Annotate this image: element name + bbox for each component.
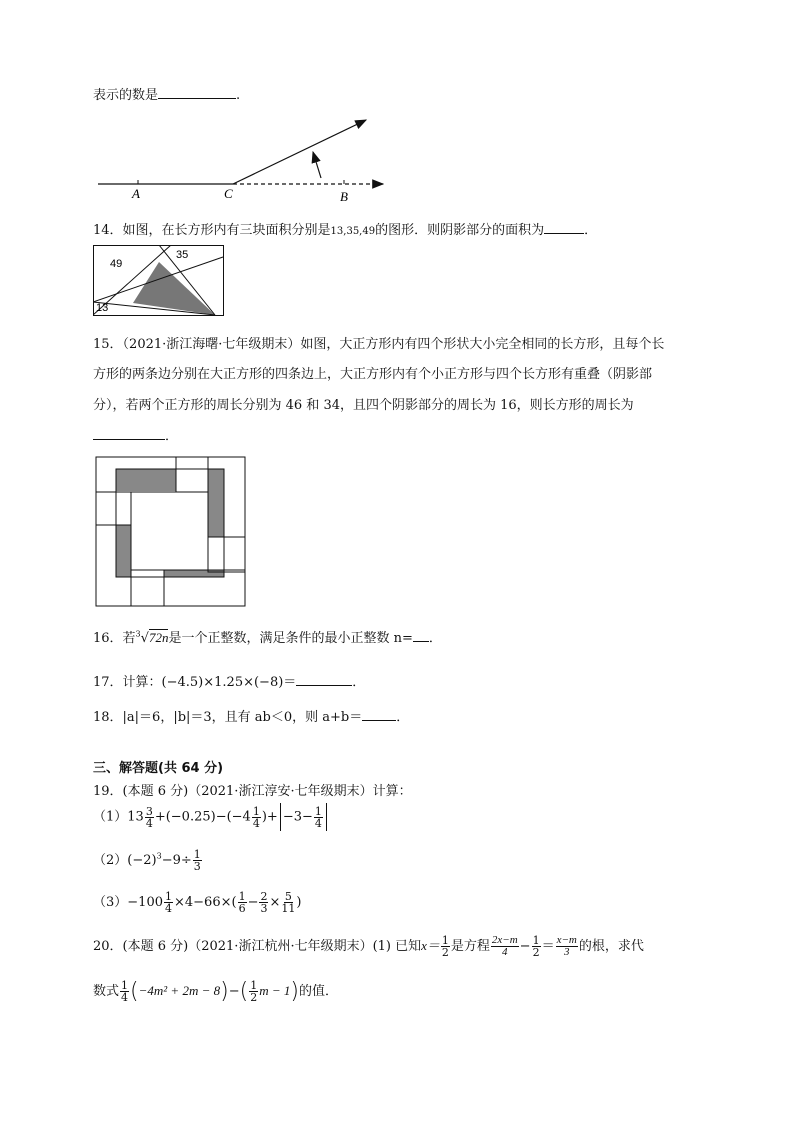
- q20-coef-frac: [120, 980, 129, 1003]
- q16-suffix: 是一个正整数，满足条件的最小正整数 n=: [168, 631, 413, 646]
- q16-end: ．: [428, 631, 442, 646]
- q16-radicand: 72n: [148, 630, 169, 645]
- q20-x-frac: [441, 935, 450, 958]
- frac-den: 3: [260, 902, 268, 915]
- q20-line2: [93, 979, 338, 1004]
- frac-num: 3: [145, 804, 153, 818]
- q19-p1-d: −3−: [282, 809, 313, 825]
- q15-figure: [95, 456, 247, 608]
- frac-num: 1: [441, 934, 449, 947]
- q18-text: 18．|a|＝6，|b|＝3，且有 ab＜0，则 a+b＝: [93, 710, 363, 725]
- q17-answer-blank[interactable]: [296, 673, 352, 686]
- q15-line3: 分），若两个正方形的周长分别为 46 和 34，且四个阴影部分的周长为 16，则长方形的周长为: [93, 398, 634, 413]
- frac-den: 6: [238, 902, 246, 915]
- area-49: 49: [110, 258, 123, 270]
- q16-root-index: 3: [135, 629, 141, 639]
- q19-p1-b: +(−0.25)−(−4: [154, 809, 251, 825]
- abs-bar-left: [280, 803, 281, 831]
- paren-right-2: ): [290, 979, 299, 1004]
- q13-line: [93, 84, 240, 103]
- frac-den: 4: [145, 816, 153, 830]
- q16-answer-blank[interactable]: [413, 629, 429, 642]
- q14-answer-blank[interactable]: [544, 221, 584, 234]
- shade-left: [116, 525, 131, 577]
- frac-num: 5: [284, 890, 292, 903]
- area-35: 35: [176, 249, 189, 261]
- paren-left-1: (: [130, 979, 139, 1004]
- rotated-ray: [233, 120, 366, 184]
- q14-suffix: 的图形．则阴影部分的面积为: [375, 223, 545, 238]
- frac-den: 2: [250, 991, 258, 1004]
- q20-expr1: −4m² + 2m − 8: [138, 983, 221, 998]
- area-13: 13: [96, 302, 109, 314]
- q13-text: 表示的数是: [93, 88, 159, 103]
- frac-den: 4: [121, 991, 129, 1004]
- q20-inner-frac: [249, 980, 258, 1003]
- q20-mid: 是方程: [450, 939, 490, 954]
- q17-expr: (−4.5)×1.25×(−8)＝: [161, 675, 297, 690]
- q14-numbers: 13,35,49: [330, 226, 376, 237]
- q15-line1: 15．（2021·浙江海曙·七年级期末）如图，大正方形内有四个形状大小完全相同的长方形，且每个长: [93, 337, 665, 352]
- rotation-arrow: [313, 152, 321, 178]
- q19-p2-num: （2）: [93, 853, 128, 868]
- q13-answer-blank[interactable]: [158, 86, 236, 99]
- q19-p3-frac4: [281, 891, 295, 914]
- q19-p3-e: ): [296, 895, 302, 910]
- q19-p1-frac1: [145, 806, 154, 829]
- frac-den: 4: [252, 816, 260, 830]
- q19-p3-b: ×4−66×(: [174, 895, 237, 910]
- label-a: A: [132, 186, 140, 201]
- frac-num: 1: [193, 848, 201, 861]
- q19-p3-frac3: [259, 891, 268, 914]
- q19-part2: [93, 849, 203, 872]
- q17-end: ．: [352, 675, 366, 690]
- q14-line: [93, 219, 597, 238]
- q14-prefix: 14．如图，在长方形内有三块面积分别是: [93, 223, 331, 238]
- root-sign-icon: √: [140, 631, 149, 646]
- q19-part3: [93, 891, 301, 914]
- shade-right: [208, 469, 224, 537]
- q20-expr2: m − 1: [259, 983, 291, 998]
- q19-p1-num: （1）: [93, 809, 128, 825]
- q19-p3-c: −: [247, 895, 259, 910]
- label-c: C: [224, 186, 233, 201]
- frac-den: 2: [532, 946, 540, 959]
- q20-x: x＝: [421, 938, 440, 953]
- q20-eq-frac2: [532, 935, 541, 958]
- frac-num: x−m: [556, 934, 577, 946]
- q15-line2: 方形的两条边分别在大正方形的四条边上，大正方形内有个小正方形与四个长方形有重叠（阴影部: [93, 367, 653, 382]
- q20-line2a: 数式: [93, 984, 120, 999]
- frac-num: 1: [252, 804, 260, 818]
- q19-p2-exp: 3: [156, 851, 162, 861]
- q16-line: [93, 627, 442, 646]
- paren-left-2: (: [239, 979, 249, 1004]
- q19-p3-frac1: [164, 891, 173, 914]
- label-b: B: [340, 189, 348, 204]
- q18-end: ．: [396, 710, 410, 725]
- frac-num: 1: [165, 890, 172, 903]
- shade-bottom: [164, 570, 224, 577]
- q19-p1-c: )+: [261, 809, 278, 825]
- shaded-region: [133, 262, 215, 315]
- frac-den: 4: [502, 946, 508, 958]
- shade-top: [116, 469, 176, 491]
- frac-den: 4: [165, 902, 172, 915]
- frac-num: 1: [238, 890, 246, 903]
- frac-num: 2: [260, 890, 268, 903]
- paren-right-1: ): [220, 979, 229, 1004]
- abs-bar-right: [326, 803, 327, 831]
- q18-line: [93, 706, 409, 725]
- q20-mid2: −: [228, 984, 240, 999]
- frac-den: 4: [314, 816, 322, 830]
- q20-eq: ＝: [541, 939, 555, 954]
- frac-num: 1: [532, 934, 540, 947]
- q20-head: 20．(本题 6 分)（2021·浙江杭州·七年级期末）(1) 已知: [93, 939, 422, 954]
- frac-num: 2x−m: [491, 934, 518, 946]
- q15-end: ．: [165, 429, 179, 444]
- q19-p2-b: −9÷: [161, 853, 192, 868]
- q20-minus: −: [519, 939, 531, 954]
- q19-p3-d: ×: [269, 895, 281, 910]
- frac-den: 2: [441, 946, 449, 959]
- frac-den: 3: [563, 946, 570, 958]
- q19-p1-frac3: [314, 806, 323, 829]
- q17-line: [93, 671, 365, 690]
- q19-p3-num: （3）: [93, 895, 128, 910]
- q19-p3-frac2: [238, 891, 247, 914]
- frac-den: 3: [193, 860, 201, 873]
- q14-end: ．: [584, 223, 598, 238]
- q13-dot: .: [236, 88, 241, 103]
- frac-num: 1: [121, 979, 129, 992]
- q14-figure: [93, 245, 225, 317]
- q13-figure: [90, 110, 390, 205]
- q20-line1: [93, 935, 644, 958]
- q19-p1-a: 13: [127, 809, 144, 825]
- q20-end: 的值．: [298, 984, 338, 999]
- frac-den: 11: [281, 902, 296, 915]
- q19-p3-a: −100: [127, 895, 163, 910]
- q15-answer-blank[interactable]: [93, 427, 165, 440]
- frac-num: 1: [250, 979, 258, 992]
- q19-p1-frac2: [252, 806, 261, 829]
- q19-part1: [93, 803, 329, 831]
- frac-num: 1: [314, 804, 322, 818]
- q19-head: 19．(本题 6 分)（2021·浙江淳安·七年级期末）计算：: [93, 784, 412, 799]
- q17-prefix: 17．计算：: [93, 675, 162, 690]
- q15-line4: [93, 425, 178, 444]
- q19-p2-a: (−2): [127, 853, 157, 868]
- section-title: 三、解答题(共 64 分): [93, 761, 224, 776]
- q20-eq-frac3: [556, 935, 578, 958]
- q20-eq-frac1: [491, 935, 519, 958]
- q20-tail: 的根，求代: [578, 939, 644, 954]
- q18-answer-blank[interactable]: [362, 708, 396, 721]
- q19-p2-frac: [193, 849, 202, 872]
- q16-prefix: 16．若: [93, 631, 136, 646]
